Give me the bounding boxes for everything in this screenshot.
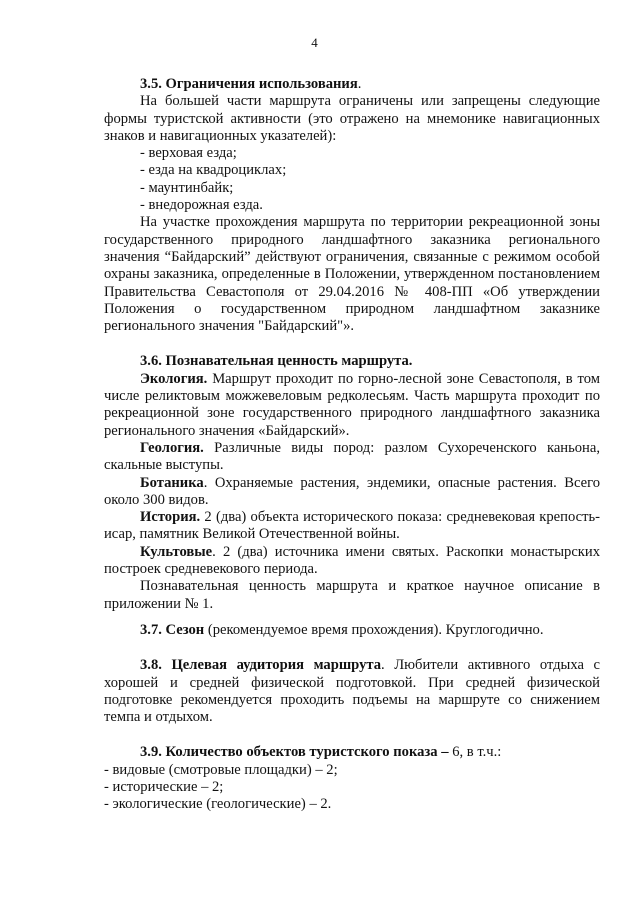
document-body	[104, 76, 600, 814]
geology-label: Геология.	[140, 439, 204, 456]
section-3-5-intro: На большей части маршрута ограничены или запрещены следующие формы туристской активности (это отражено на мнемонике навигационных знаков и навигационных указателей):	[104, 93, 600, 144]
section-3-6-title: 3.6. Познавательная ценность маршрута.	[140, 353, 413, 370]
geology-paragraph	[104, 440, 600, 475]
section-3-5-paragraph-2: На участке прохождения маршрута по территории рекреационной зоны государственного природного ландшафтного заказника регионального значения “Байдарский” действуют ограничения, связанные с режимом особой охраны заказника, определенные в Положении, утвержденном постановлением Правительства Севастополя от 29.04.2016 № 408-ПП «Об утверждении Положения о государственном природном ландшафтном заказнике регионального значения "Байдарский"».	[104, 214, 600, 335]
page-number: 4	[311, 35, 318, 50]
section-3-5-title-end: .	[357, 76, 362, 92]
restriction-item-4: - внедорожная езда.	[140, 197, 263, 214]
section-3-6	[104, 353, 600, 612]
section-3-5-heading	[104, 76, 600, 93]
section-3-8	[104, 657, 600, 726]
geology-text: Различные виды пород: разлом Сухореченского каньона, скальные выступы.	[104, 439, 600, 474]
section-3-6-heading	[104, 353, 600, 370]
section-3-9-text: 6, в т.ч.:	[448, 744, 502, 761]
cult-paragraph	[104, 544, 600, 579]
object-item-3: - экологические (геологические) – 2.	[104, 796, 332, 813]
ecology-label: Экология.	[140, 370, 208, 387]
section-3-5-title: 3.5. Ограничения использования	[140, 76, 358, 92]
object-item-2: - исторические – 2;	[104, 778, 224, 795]
section-3-9	[104, 744, 600, 813]
botany-label: Ботаника	[140, 474, 204, 491]
section-3-8-title: 3.8. Целевая аудитория маршрута	[140, 657, 382, 674]
cult-label: Культовые	[140, 543, 213, 560]
ecology-paragraph	[104, 371, 600, 440]
history-label: История.	[140, 509, 201, 526]
section-3-7-text: (рекомендуемое время прохождения). Круглогодично.	[204, 621, 544, 638]
section-3-5	[104, 76, 600, 335]
ecology-text: Маршрут проходит по горно-лесной зоне Севастополя, в том числе реликтовым можжевеловым редколесьям. Часть маршрута проходит по рекреационной зоне государственного природного ландшафтного заказника регионального значения «Байдарский».	[104, 370, 600, 439]
section-3-7	[104, 622, 600, 639]
section-3-6-summary: Познавательная ценность маршрута и краткое научное описание в приложении № 1.	[104, 578, 600, 612]
section-3-7-title: 3.7. Сезон	[140, 621, 205, 638]
section-3-8-text: . Любители активного отдыха с хорошей и средней физической подготовкой. При средней физической подготовке рекомендуется проходить подъемы на маршруте со снижением темпа и отдыхом.	[104, 657, 600, 726]
restriction-item-2: - езда на квадроциклах;	[140, 162, 287, 179]
history-paragraph	[104, 509, 600, 544]
section-3-9-heading	[104, 744, 600, 761]
restriction-item-1: - верховая езда;	[140, 145, 237, 162]
section-3-9-title: 3.9. Количество объектов туристского показа –	[140, 744, 449, 761]
botany-text: . Охраняемые растения, эндемики, опасные растения. Всего около 300 видов.	[104, 474, 600, 508]
object-item-1: - видовые (смотровые площадки) – 2;	[104, 761, 338, 778]
history-text: 2 (два) объекта исторического показа: средневековая крепость-исар, памятник Великой Отечественной войны.	[104, 509, 600, 543]
restriction-item-3: - маунтинбайк;	[140, 179, 234, 196]
botany-paragraph	[104, 475, 600, 510]
cult-text: . 2 (два) источника имени святых. Раскопки монастырских построек средневекового периода.	[104, 543, 600, 578]
